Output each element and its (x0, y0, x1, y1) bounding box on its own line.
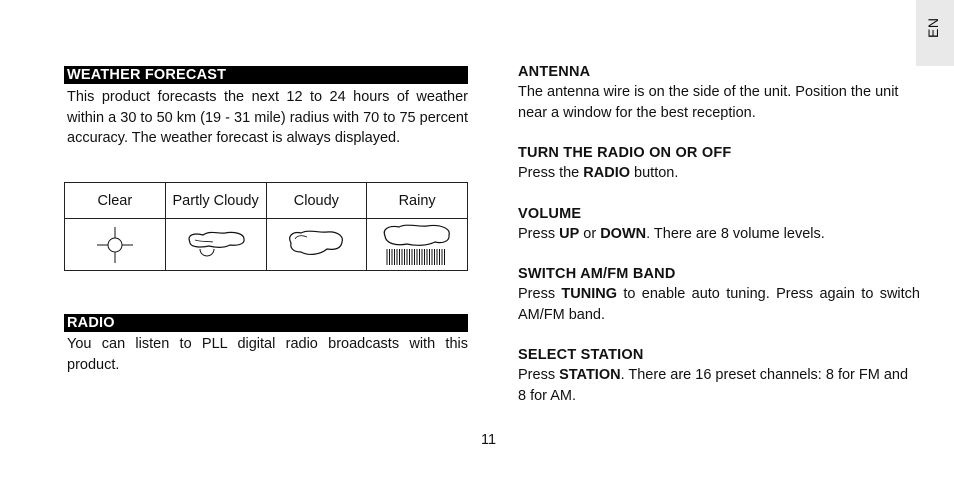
forecast-label-partly-cloudy: Partly Cloudy (165, 183, 266, 219)
forecast-icon-table (64, 182, 468, 271)
weather-forecast-heading: WEATHER FORECAST (64, 66, 468, 84)
station-pre: Press (518, 367, 560, 383)
forecast-cell-clear (65, 219, 166, 271)
tuning-key: TUNING (561, 286, 617, 302)
weather-forecast-body: This product forecasts the next 12 to 24 hours of weather within a 30 to 50 km (19 - 31 mile) radius with 70 to 75 percent accuracy. The weather forecast is always displayed. (67, 89, 468, 146)
volume-body (518, 224, 920, 245)
band-post: to enable auto tuning. Press again to switch AM/FM band. (518, 286, 920, 323)
up-key: UP (559, 226, 580, 242)
band-heading: SWITCH AM/FM BAND (518, 266, 676, 282)
radio-on-off-post: button. (630, 165, 679, 181)
volume-heading: VOLUME (518, 206, 582, 222)
partly-cloudy-icon (183, 225, 249, 265)
antenna-heading: ANTENNA (518, 64, 591, 80)
down-key: DOWN (600, 226, 647, 242)
radio-on-off-heading: TURN THE RADIO ON OR OFF (518, 145, 732, 161)
rain-icon (377, 222, 457, 268)
radio-heading: RADIO (64, 314, 468, 332)
radio-body: You can listen to PLL digital radio broadcasts with this product. (67, 336, 468, 373)
page-number: 11 (481, 432, 497, 448)
cloud-icon (283, 225, 349, 265)
forecast-label-rainy: Rainy (367, 183, 468, 219)
volume-pre: Press (518, 226, 560, 242)
band-pre: Press (518, 286, 562, 302)
volume-post: . There are 8 volume levels. (646, 226, 825, 242)
band-body (518, 284, 920, 325)
radio-on-off-body (518, 163, 920, 184)
station-post: . There are 16 preset channels: 8 for FM and 8 for AM. (518, 367, 909, 404)
forecast-label-cloudy: Cloudy (266, 183, 367, 219)
language-tab (916, 0, 954, 66)
sun-icon (93, 223, 137, 267)
forecast-cell-rainy (367, 219, 468, 271)
station-heading: SELECT STATION (518, 347, 644, 363)
volume-mid: or (579, 226, 601, 242)
forecast-cell-partly-cloudy (165, 219, 266, 271)
language-tab-label: EN (925, 17, 941, 38)
radio-key: RADIO (583, 165, 631, 181)
forecast-label-clear: Clear (65, 183, 166, 219)
radio-on-off-pre: Press the (518, 165, 584, 181)
station-key: STATION (559, 367, 621, 383)
station-body (518, 365, 920, 406)
forecast-cell-cloudy (266, 219, 367, 271)
antenna-body: The antenna wire is on the side of the unit. Position the unit near a window for the best reception. (518, 84, 899, 121)
